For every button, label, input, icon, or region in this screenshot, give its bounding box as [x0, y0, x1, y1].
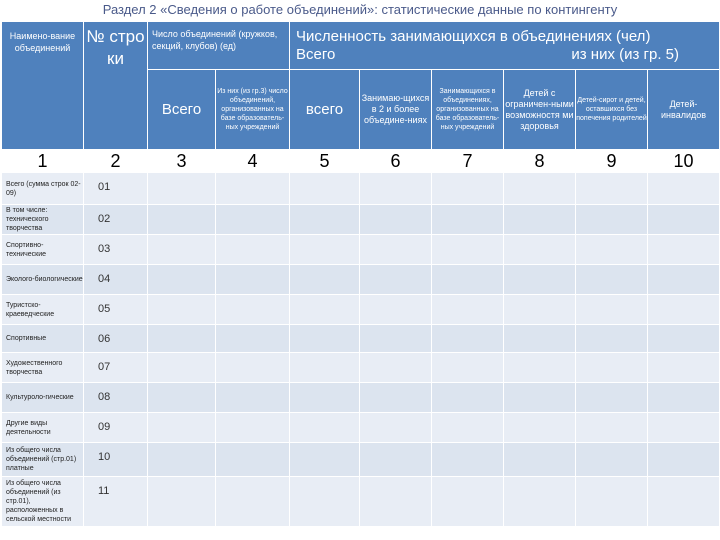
data-cell[interactable]: [504, 265, 576, 295]
data-cell[interactable]: [360, 173, 432, 205]
data-cell[interactable]: [432, 173, 504, 205]
data-cell[interactable]: [576, 413, 648, 443]
row-code: 02: [84, 205, 148, 235]
data-cell[interactable]: [576, 477, 648, 527]
data-cell[interactable]: [576, 265, 648, 295]
data-cell[interactable]: [432, 353, 504, 383]
header-vsego: всего: [290, 70, 360, 150]
data-cell[interactable]: [504, 295, 576, 325]
data-cell[interactable]: [504, 205, 576, 235]
data-cell[interactable]: [216, 383, 290, 413]
data-cell[interactable]: [432, 477, 504, 527]
row-label: В том числе: технического творчества: [2, 205, 84, 235]
data-cell[interactable]: [360, 353, 432, 383]
data-cell[interactable]: [432, 265, 504, 295]
table-row: [2, 265, 720, 295]
data-cell[interactable]: [216, 413, 290, 443]
page-title: Раздел 2 «Сведения о работе объединений»: статистические данные по контингенту: [102, 2, 618, 17]
data-cell[interactable]: [290, 325, 360, 353]
table-row: [2, 443, 720, 477]
row-code: 08: [84, 383, 148, 413]
data-cell[interactable]: [504, 443, 576, 477]
row-label: Спортивно-технические: [2, 235, 84, 265]
data-cell[interactable]: [504, 173, 576, 205]
data-cell[interactable]: [504, 413, 576, 443]
table-row: [2, 295, 720, 325]
data-cell[interactable]: [648, 477, 720, 527]
data-cell[interactable]: [216, 477, 290, 527]
header-orphans: Детей-сирот и детей, оставшихся без попечения родителей: [576, 70, 648, 150]
data-cell[interactable]: [576, 205, 648, 235]
data-cell[interactable]: [576, 443, 648, 477]
data-cell[interactable]: [360, 325, 432, 353]
data-cell[interactable]: [576, 353, 648, 383]
data-cell[interactable]: [432, 325, 504, 353]
row-code: 05: [84, 295, 148, 325]
data-cell[interactable]: [216, 443, 290, 477]
table-row: [2, 353, 720, 383]
row-label: Из общего числа объединений (стр.01) платные: [2, 443, 84, 477]
data-cell[interactable]: [216, 173, 290, 205]
data-cell[interactable]: [648, 413, 720, 443]
row-code: 10: [84, 443, 148, 477]
data-cell[interactable]: [648, 265, 720, 295]
data-cell[interactable]: [648, 325, 720, 353]
column-number: 10: [648, 150, 720, 173]
data-cell[interactable]: [216, 265, 290, 295]
data-cell[interactable]: [216, 295, 290, 325]
row-code: 11: [84, 477, 148, 527]
data-cell[interactable]: [148, 443, 216, 477]
table-row: [2, 325, 720, 353]
column-number: 2: [84, 150, 148, 173]
data-cell[interactable]: [360, 295, 432, 325]
data-cell[interactable]: [216, 235, 290, 265]
header-name: Наимено-вание объединений: [2, 22, 84, 150]
statistics-table: [1, 21, 720, 527]
header-count: Число объединений (кружков, секций, клубов) (ед): [148, 22, 290, 70]
data-cell[interactable]: [148, 173, 216, 205]
table-row: [2, 383, 720, 413]
data-cell[interactable]: [576, 325, 648, 353]
data-cell[interactable]: [290, 443, 360, 477]
column-number: 6: [360, 150, 432, 173]
data-cell[interactable]: [148, 413, 216, 443]
data-cell[interactable]: [360, 265, 432, 295]
data-cell[interactable]: [360, 205, 432, 235]
enrollment-total-caption: Всего: [296, 45, 336, 63]
data-cell[interactable]: [290, 235, 360, 265]
data-cell[interactable]: [648, 173, 720, 205]
table-row: [2, 413, 720, 443]
column-number: 1: [2, 150, 84, 173]
row-code: 01: [84, 173, 148, 205]
table-row: [2, 205, 720, 235]
header-enrollment: [290, 22, 720, 70]
data-cell[interactable]: [148, 325, 216, 353]
row-label: Эколого-биологические: [2, 265, 84, 295]
enrollment-title: Численность занимающихся в объединениях (чел): [296, 27, 651, 45]
data-cell[interactable]: [576, 235, 648, 265]
column-number: 4: [216, 150, 290, 173]
data-cell[interactable]: [360, 235, 432, 265]
data-cell[interactable]: [216, 205, 290, 235]
data-cell[interactable]: [216, 353, 290, 383]
data-cell[interactable]: [148, 235, 216, 265]
header-total: Всего: [148, 70, 216, 150]
header-base-org: Занимающихся в объединениях, организованных на базе образователь-ных учреждений: [432, 70, 504, 150]
data-cell[interactable]: [360, 477, 432, 527]
row-label: Туристско-краеведческие: [2, 295, 84, 325]
row-label: Художественного творчества: [2, 353, 84, 383]
data-cell[interactable]: [360, 443, 432, 477]
data-cell[interactable]: [504, 325, 576, 353]
header-disabled-opp: Детей с ограничен-ными возможностя ми здоровья: [504, 70, 576, 150]
data-cell[interactable]: [648, 235, 720, 265]
row-label: Всего (сумма строк 02-09): [2, 173, 84, 205]
table-row: [2, 235, 720, 265]
row-code: 07: [84, 353, 148, 383]
data-cell[interactable]: [432, 443, 504, 477]
row-code: 06: [84, 325, 148, 353]
enrollment-of-them-caption: из них (из гр. 5): [571, 45, 680, 63]
table-row: [2, 477, 720, 527]
data-cell[interactable]: [148, 477, 216, 527]
data-cell[interactable]: [648, 383, 720, 413]
data-cell[interactable]: [576, 295, 648, 325]
data-cell[interactable]: [290, 265, 360, 295]
data-cell[interactable]: [148, 265, 216, 295]
data-cell[interactable]: [432, 413, 504, 443]
data-cell[interactable]: [504, 235, 576, 265]
data-cell[interactable]: [432, 295, 504, 325]
data-cell[interactable]: [290, 173, 360, 205]
data-cell[interactable]: [504, 353, 576, 383]
header-row-number: № стро ки: [84, 22, 148, 150]
data-cell[interactable]: [648, 295, 720, 325]
column-number: 7: [432, 150, 504, 173]
column-number: 5: [290, 150, 360, 173]
data-cell[interactable]: [504, 477, 576, 527]
column-number: 3: [148, 150, 216, 173]
data-cell[interactable]: [360, 383, 432, 413]
table-body: [2, 173, 720, 527]
header-of-them-base: Из них (из гр.3) число объединений, организованных на базе образователь-ных учреждений: [216, 70, 290, 150]
column-number: 9: [576, 150, 648, 173]
data-cell[interactable]: [290, 413, 360, 443]
data-cell[interactable]: [148, 205, 216, 235]
data-cell[interactable]: [432, 205, 504, 235]
data-cell[interactable]: [148, 353, 216, 383]
data-cell[interactable]: [216, 325, 290, 353]
row-label: Спортивные: [2, 325, 84, 353]
table-row: [2, 173, 720, 205]
row-code: 03: [84, 235, 148, 265]
row-label: Из общего числа объединений (из стр.01), расположенных в сельской местности: [2, 477, 84, 527]
data-cell[interactable]: [576, 173, 648, 205]
data-cell[interactable]: [648, 443, 720, 477]
row-code: 09: [84, 413, 148, 443]
data-cell[interactable]: [290, 205, 360, 235]
data-cell[interactable]: [148, 383, 216, 413]
data-cell[interactable]: [432, 235, 504, 265]
data-cell[interactable]: [504, 383, 576, 413]
data-cell[interactable]: [290, 383, 360, 413]
header-two-or-more: Занимаю-щихся в 2 и более объедине-ниях: [360, 70, 432, 150]
data-cell[interactable]: [360, 413, 432, 443]
data-cell[interactable]: [290, 295, 360, 325]
data-cell[interactable]: [648, 353, 720, 383]
data-cell[interactable]: [148, 295, 216, 325]
data-cell[interactable]: [290, 477, 360, 527]
data-cell[interactable]: [576, 383, 648, 413]
data-cell[interactable]: [290, 353, 360, 383]
row-label: Другие виды деятельности: [2, 413, 84, 443]
data-cell[interactable]: [432, 383, 504, 413]
column-number-row: [2, 150, 720, 173]
data-cell[interactable]: [648, 205, 720, 235]
column-number: 8: [504, 150, 576, 173]
header-invalids: Детей-инвалидов: [648, 70, 720, 150]
row-code: 04: [84, 265, 148, 295]
row-label: Культуроло-гические: [2, 383, 84, 413]
